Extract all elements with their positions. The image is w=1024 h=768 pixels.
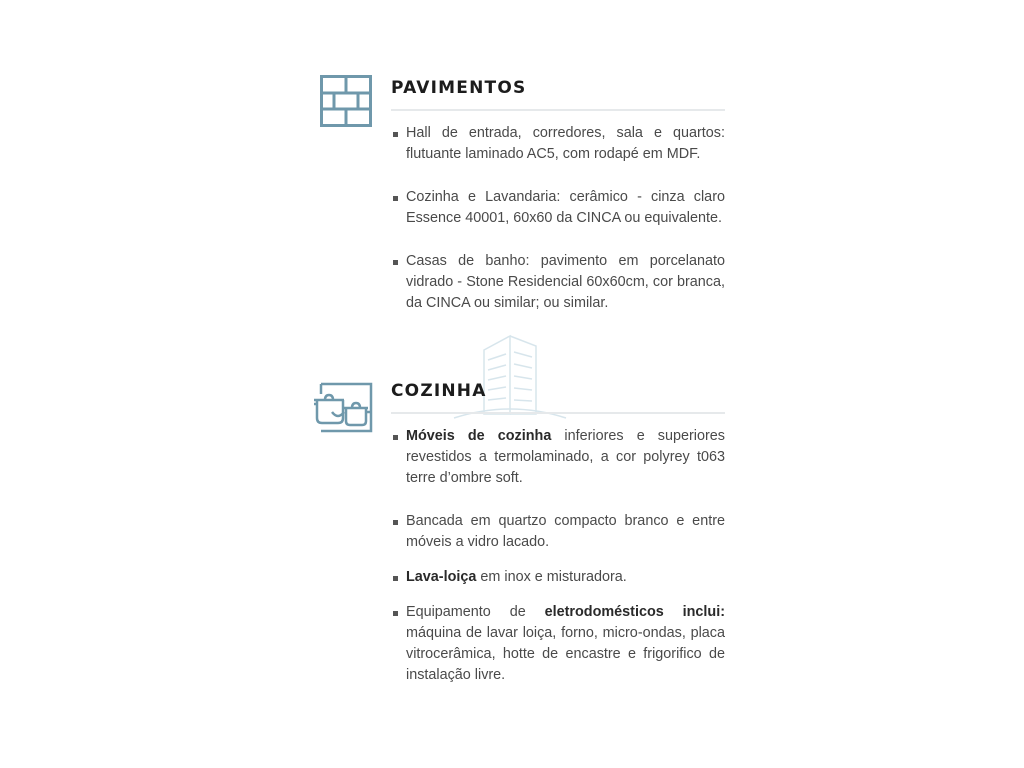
pavimentos-title: PAVIMENTOS — [391, 78, 527, 98]
pavimentos-item-hall — [391, 123, 725, 165]
cozinha-item-text: Bancada em quartzo compacto branco e entre móveis a vidro lacado. — [406, 513, 725, 550]
pavimentos-item-text: Casas de banho: pavimento em porcelanato vidrado - Stone Residencial 60x60cm, cor branca, da CINCA ou similar; ou similar. — [406, 253, 725, 311]
cozinha-item-equipamento — [391, 602, 725, 686]
cozinha-title: COZINHA — [391, 381, 487, 401]
pavimentos-item-casas-de-banho — [391, 251, 725, 314]
cozinha-divider — [391, 412, 725, 414]
brick-wall-icon — [320, 75, 372, 127]
pavimentos-item-text: Hall de entrada, corredores, sala e quartos: flutuante laminado AC5, com rodapé em MDF. — [406, 125, 725, 162]
pavimentos-divider — [391, 109, 725, 111]
pavimentos-item-cozinha — [391, 187, 725, 229]
cozinha-item-text: em inox e misturadora. — [476, 569, 627, 585]
cozinha-item-text: máquina de lavar loiça, forno, micro-ondas, placa vitrocerâmica, hotte de encastre e frigorifico de instalação livre. — [406, 625, 725, 683]
pavimentos-list — [391, 123, 725, 314]
cooking-pots-icon — [312, 380, 374, 434]
cozinha-item-bold: Móveis de cozinha — [406, 428, 552, 444]
cozinha-item-bancada — [391, 511, 725, 553]
cozinha-item-bold: eletrodomésticos inclui: — [544, 604, 726, 620]
cozinha-item-moveis — [391, 426, 725, 489]
cozinha-item-pre: Equipamento de — [406, 604, 545, 620]
pavimentos-item-text: Cozinha e Lavandaria: cerâmico - cinza claro Essence 40001, 60x60 da CINCA ou equivalente. — [406, 189, 725, 226]
cozinha-list — [391, 426, 725, 686]
cozinha-item-bold: Lava-loiça — [406, 569, 477, 585]
cozinha-item-lava-loica — [391, 567, 725, 588]
cozinha-item-text: inferiores e superiores revestidos a termolaminado, a cor polyrey t063 terre d’ombre soft. — [406, 428, 725, 486]
building-watermark-icon — [450, 330, 570, 420]
